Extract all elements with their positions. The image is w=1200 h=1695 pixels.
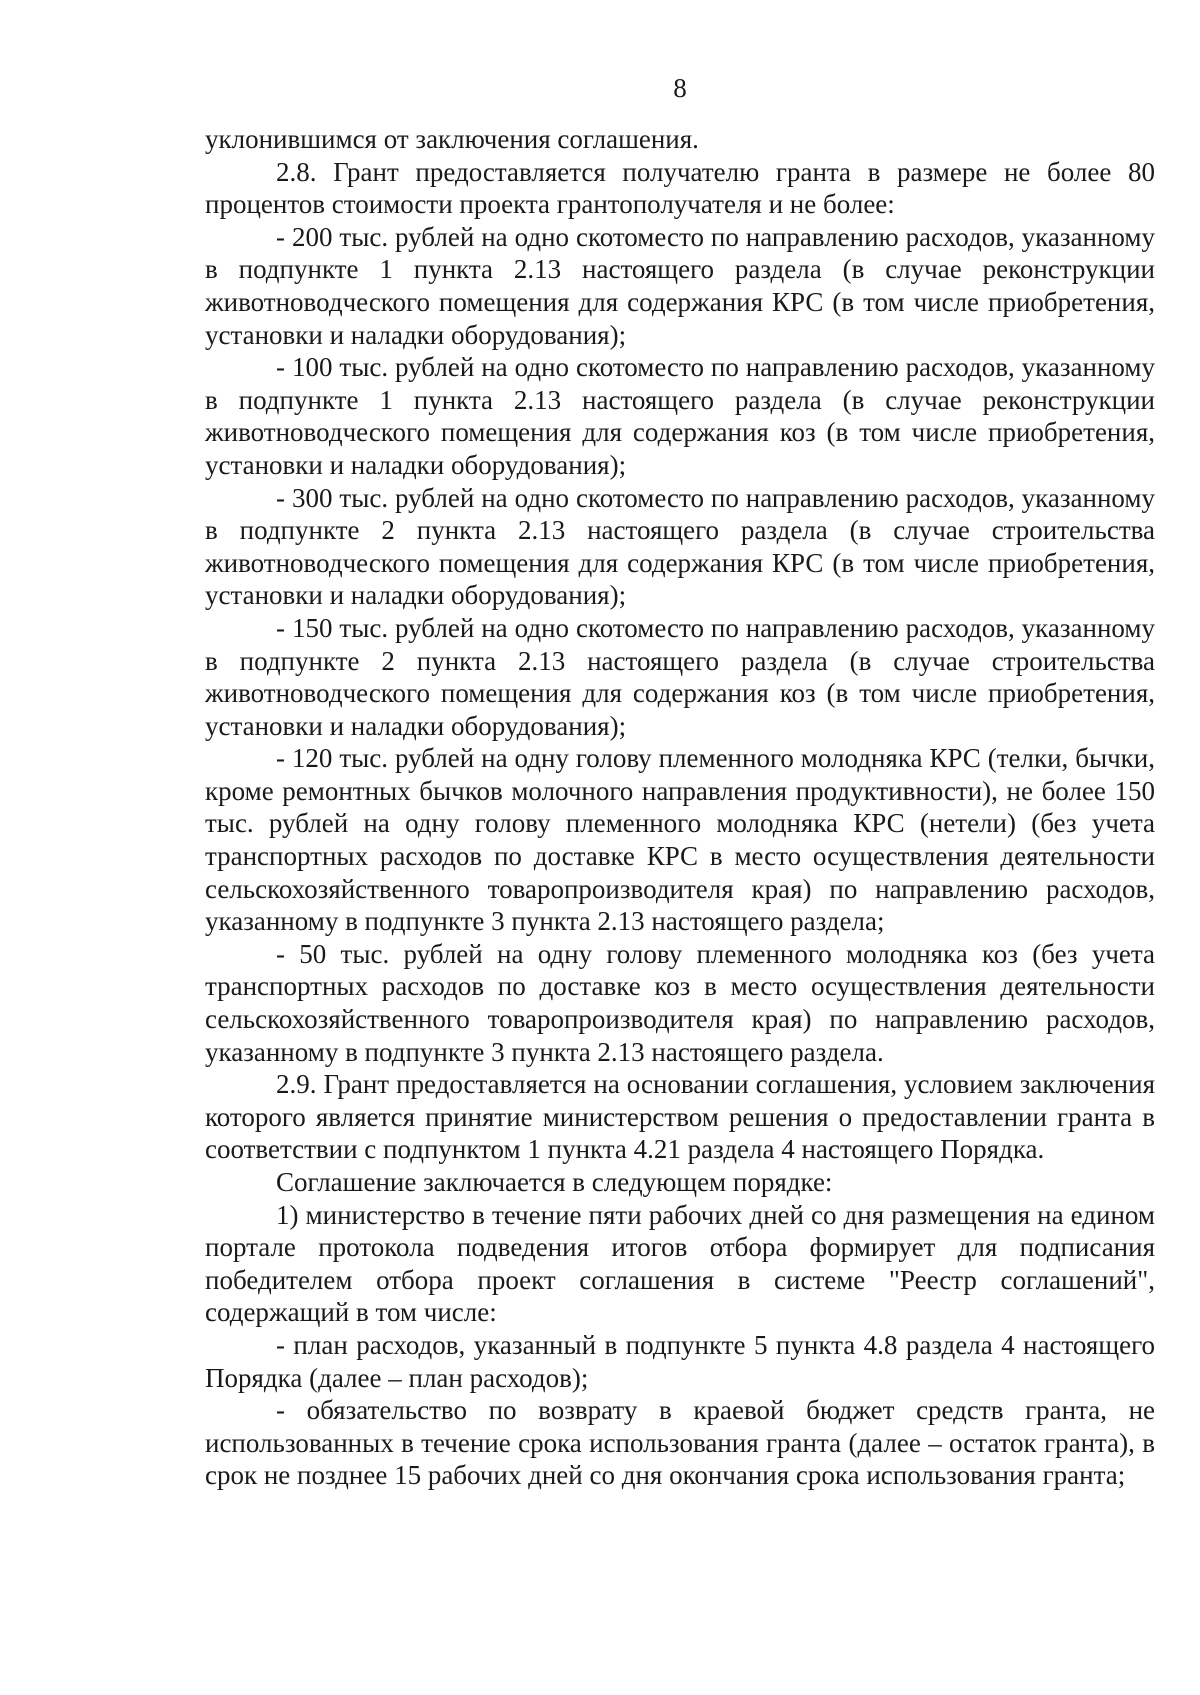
paragraph-2-8: 2.8. Грант предоставляется получателю гранта в размере не более 80 процентов стоимости проекта грантополучателя и не более: (205, 156, 1155, 220)
paragraph-2-9: 2.9. Грант предоставляется на основании соглашения, условием заключения которого является принятие министерством решения о предоставлении гранта в соответствии с подпунктом 1 пункта 4.21 раздела 4 настоящего Порядка. (205, 1069, 1155, 1165)
paragraph-item-150k: - 150 тыс. рублей на одно скотоместо по направлению расходов, указанному в подпункте 2 пункта 2.13 настоящего раздела (в случае строительства животноводческого помещения для содержания коз (в том числе приобретения, установки и наладки оборудования); (205, 612, 1155, 741)
paragraph-agreement-order: Соглашение заключается в следующем порядке: (276, 1167, 833, 1197)
paragraph-expense-plan: - план расходов, указанный в подпункте 5 пункта 4.8 раздела 4 настоящего Порядка (далее – план расходов); (205, 1329, 1155, 1393)
paragraph-step-1: 1) министерство в течение пяти рабочих дней со дня размещения на едином портале протокола подведения итогов отбора формирует для подписания победителем отбора проект соглашения в системе "Реестр соглашений", содержащий в том числе: (205, 1199, 1155, 1328)
document-body (205, 123, 1155, 1492)
paragraph-item-50k: - 50 тыс. рублей на одну голову племенного молодняка коз (без учета транспортных расходов по доставке коз в место осуществления деятельности сельскохозяйственного товаропроизводителя края) по направлению расходов, указанному в подпункте 3 пункта 2.13 настоящего раздела. (205, 938, 1155, 1067)
paragraph-continuation: уклонившимся от заключения соглашения. (205, 124, 699, 154)
document-page (205, 0, 1155, 1695)
paragraph-item-200k: - 200 тыс. рублей на одно скотоместо по направлению расходов, указанному в подпункте 1 пункта 2.13 настоящего раздела (в случае реконструкции животноводческого помещения для содержания КРС (в том числе приобретения, установки и наладки оборудования); (205, 221, 1155, 350)
paragraph-item-300k: - 300 тыс. рублей на одно скотоместо по направлению расходов, указанному в подпункте 2 пункта 2.13 настоящего раздела (в случае строительства животноводческого помещения для содержания КРС (в том числе приобретения, установки и наладки оборудования); (205, 482, 1155, 611)
page-number: 8 (673, 73, 687, 103)
paragraph-item-100k: - 100 тыс. рублей на одно скотоместо по направлению расходов, указанному в подпункте 1 пункта 2.13 настоящего раздела (в случае реконструкции животноводческого помещения для содержания коз (в том числе приобретения, установки и наладки оборудования); (205, 352, 1155, 480)
paragraph-refund-obligation: - обязательство по возврату в краевой бюджет средств гранта, не использованных в течение срока использования гранта (далее – остаток гранта), в срок не позднее 15 рабочих дней со дня окончания срока использования гранта; (205, 1395, 1155, 1491)
paragraph-item-120k: - 120 тыс. рублей на одну голову племенного молодняка КРС (телки, бычки, кроме ремонтных бычков молочного направления продуктивности), не более 150 тыс. рублей на одну голову племенного молодняка КРС (нетели) (без учета транспортных расходов по доставке КРС в место осуществления деятельности сельскохозяйственного товаропроизводителя края) по направлению расходов, указанному в подпункте 3 пункта 2.13 настоящего раздела; (205, 743, 1155, 937)
